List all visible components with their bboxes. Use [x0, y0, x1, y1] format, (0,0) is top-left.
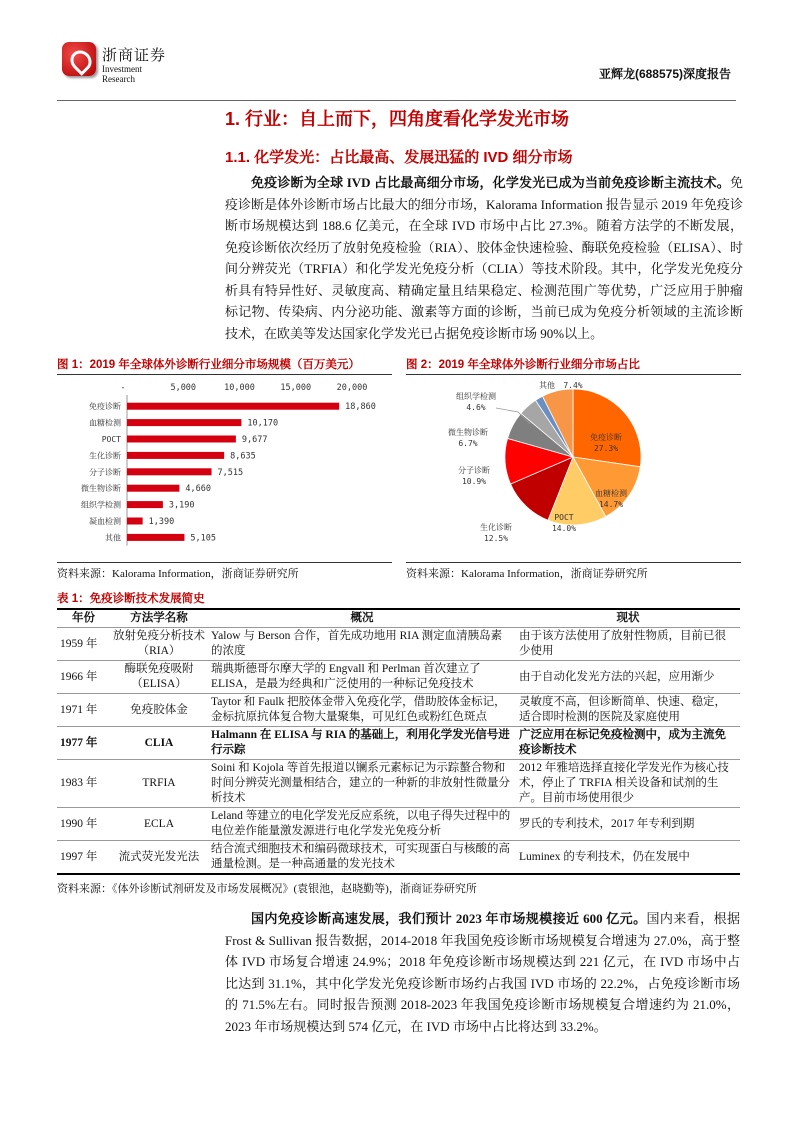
cell-method: CLIA [110, 727, 208, 760]
cell-status: 罗氏的专利技术，2017 年专利到期 [516, 808, 740, 841]
value-label: 18,860 [345, 402, 376, 413]
value-label: 5,105 [190, 533, 217, 544]
bar [127, 518, 143, 525]
slice-percent: 14.0% [551, 524, 577, 533]
cell-status: 灵敏度不高，但诊断简单、快速、稳定，适合即时检测的医院及家庭使用 [516, 694, 740, 727]
table-row [57, 661, 740, 694]
subsection-heading: 1.1. 化学发光：占比最高、发展迅猛的 IVD 细分市场 [225, 149, 573, 166]
slice-percent: 7.4% [563, 381, 583, 390]
x-tick-label: - [120, 383, 126, 393]
report-title: 亚辉龙(688575)深度报告 [598, 67, 731, 81]
value-label: 8,635 [230, 451, 256, 462]
table-row [57, 694, 740, 727]
figure-2-source: 资料来源：Kalorama Information，浙商证券研究所 [406, 568, 648, 580]
logo-text-cn: 浙商证券 [102, 46, 167, 64]
x-tick-label: 5,000 [170, 383, 197, 393]
bar [127, 419, 241, 426]
figure-divider [406, 562, 741, 563]
column-header: 年份 [57, 610, 110, 628]
cell-year: 1990 年 [57, 808, 110, 841]
figure-1-title: 图 1：2019 年全球体外诊断行业细分市场规模（百万美元） [57, 359, 360, 371]
bar-chart [57, 378, 392, 558]
bar [127, 534, 184, 541]
paragraph-2 [225, 908, 740, 1037]
slice-percent: 27.3% [593, 444, 619, 453]
cell-status: 由于该方法使用了放射性物质，目前已很少使用 [516, 628, 740, 661]
section-heading: 1. 行业：自上而下，四角度看化学发光市场 [225, 109, 570, 129]
cell-overview: 瑞典斯德哥尔摩大学的 Engvall 和 Perlman 首次建立了 ELISA，是最为经典和广泛使用的一种标记免疫技术 [208, 661, 516, 694]
table-row [57, 841, 740, 875]
cell-year: 1966 年 [57, 661, 110, 694]
cell-method: ECLA [110, 808, 208, 841]
figure-1-source: 资料来源：Kalorama Information，浙商证券研究所 [57, 568, 299, 580]
value-label: 7,515 [217, 467, 244, 478]
table-row [57, 760, 740, 808]
slice-label: POCT [554, 513, 574, 522]
x-tick-label: 10,000 [224, 383, 255, 393]
logo-text-en: Investment Research [102, 64, 142, 84]
paragraph-body: 免疫诊断是体外诊断市场占比最大的细分市场，Kalorama Information 报告显示 2019 年免疫诊断市场规模达到 188.6 亿美元，在全球 IVD 市场中占比 27.3%。随着方法学的不断发展，免疫诊断依次经历了放射免疫检验（RIA）、胶体金快速检验、酶联免疫检验（ELISA）、时间分辨荧光（TRFIA）和化学发光免疫分析（CLIA）等技术阶段。其中，化学发光免疫分析具有特异性好、灵敏度高、精确定量且结果稳定、检测范围广等优势，广泛应用于肿瘤标记物、传染病、内分泌功能、激素等方面的诊断，当前已成为免疫分析领域的主流诊断技术，在欧美等发达国家化学发光已占据免疫诊断市场 90%以上。 [225, 175, 743, 341]
cell-method: TRFIA [110, 760, 208, 808]
table-row [57, 727, 740, 760]
column-header: 方法学名称 [110, 610, 208, 628]
category-label: 凝血检测 [89, 517, 121, 526]
header-divider [57, 100, 736, 101]
value-label: 9,677 [241, 435, 268, 445]
paragraph-lead: 免疫诊断为全球 IVD 占比最高细分市场，化学发光已成为当前免疫诊断主流技术。 [251, 175, 730, 190]
category-label: 生化诊断 [89, 451, 121, 461]
pie-slice [573, 389, 641, 467]
category-label: 组织学检测 [81, 500, 121, 510]
slice-label: 血糖检测 [595, 489, 627, 498]
cell-year: 1959 年 [57, 628, 110, 661]
cell-status: 由于自动化发光方法的兴起，应用渐少 [516, 661, 740, 694]
category-label: 免疫诊断 [89, 402, 121, 412]
slice-label: 微生物诊断 [448, 428, 488, 437]
bar [127, 403, 339, 410]
cell-overview: Leland 等建立的电化学发光反应系统，以电子得失过程中的电位差作能量激发源进行电化学发光免疫分析 [208, 808, 516, 841]
cell-status: 2012 年雅培选择直接化学发光作为核心技术，停止了 TRFIA 相关设备和试剂的生产。目前市场使用很少 [516, 760, 740, 808]
bar [127, 485, 179, 492]
cell-overview: Halmann 在 ELISA 与 RIA 的基础上，利用化学发光信号进行示踪 [208, 727, 516, 760]
x-tick-label: 15,000 [280, 383, 312, 393]
cell-method: 免疫胶体金 [110, 694, 208, 727]
cell-overview: Taytor 和 Faulk 把胶体金带入免疫化学，借助胶体金标记，金标抗原抗体复合物大量聚集，可见红色或粉红色斑点 [208, 694, 516, 727]
x-tick-label: 20,000 [336, 383, 368, 393]
cell-method: 流式荧光发光法 [110, 841, 208, 875]
value-label: 4,660 [185, 484, 212, 495]
pie-chart [406, 378, 741, 558]
bar [127, 501, 163, 508]
slice-percent: 12.5% [483, 534, 509, 543]
category-label: 其他 [105, 533, 121, 543]
cell-year: 1983 年 [57, 760, 110, 808]
cell-overview: 结合流式细胞技术和编码微球技术，可实现蛋白与核酸的高通量检测。是一种高通量的发光技术 [208, 841, 516, 875]
figure-2-title: 图 2：2019 年全球体外诊断行业细分市场占比 [406, 359, 640, 371]
company-logo [62, 42, 177, 84]
figure-divider [57, 562, 392, 563]
logo-mark-icon [62, 42, 96, 76]
category-label: 血糖检测 [89, 418, 121, 428]
table-source: 资料来源：《体外诊断试剂研发及市场发展概况》(袁银池，赵晓勤等)，浙商证券研究所 [57, 883, 477, 895]
table-header-row [57, 610, 740, 628]
column-header: 现状 [516, 610, 740, 628]
category-label: 微生物诊断 [81, 484, 121, 494]
cell-overview: Yalow 与 Berson 合作，首先成功地用 RIA 测定血清胰岛素的浓度 [208, 628, 516, 661]
slice-label: 分子诊断 [458, 466, 490, 475]
figure-divider [406, 374, 741, 375]
bar [127, 436, 236, 443]
bar [127, 468, 212, 475]
paragraph-1 [225, 172, 743, 344]
paragraph-lead: 国内免疫诊断高速发展，我们预计 2023 年市场规模接近 600 亿元。 [251, 911, 647, 926]
cell-overview: Soini 和 Kojola 等首先报道以镧系元素标记为示踪螯合物和时间分辨荧光测量相结合，建立的一种新的非放射性微量分析技术 [208, 760, 516, 808]
slice-label: 生化诊断 [480, 523, 512, 532]
cell-year: 1971 年 [57, 694, 110, 727]
slice-percent: 4.6% [466, 403, 486, 412]
table-section [57, 590, 740, 1037]
bar [127, 452, 224, 459]
slice-percent: 6.7% [458, 439, 478, 448]
category-label: 分子诊断 [89, 467, 121, 477]
slice-percent: 14.7% [598, 500, 624, 509]
figure-divider [57, 374, 392, 375]
cell-method: 酶联免疫吸附（ELISA） [110, 661, 208, 694]
slice-label: 组织学检测 [456, 392, 496, 401]
category-label: POCT [101, 435, 121, 444]
cell-status: Luminex 的专利技术，仍在发展中 [516, 841, 740, 875]
table-row [57, 808, 740, 841]
cell-year: 1997 年 [57, 841, 110, 875]
cell-year: 1977 年 [57, 727, 110, 760]
slice-label: 其他 [539, 381, 555, 390]
cell-status: 广泛应用在标记免疫检测中，成为主流免疫诊断技术 [516, 727, 740, 760]
slice-label: 免疫诊断 [590, 433, 622, 442]
history-table [57, 610, 740, 875]
value-label: 10,170 [247, 418, 279, 429]
paragraph-body: 国内来看，根据 Frost & Sullivan 报告数据，2014-2018 年我国免疫诊断市场规模复合增速为 27.0%，高于整体 IVD 市场复合增速 24.9%；2018 年免疫诊断市场规模达到 221 亿元，在 IVD 市场中占比达到 31.1%，其中化学发光免疫诊断市场约占我国 IVD 市场的 22.2%，占免疫诊断市场的 71.5%左右。同时报告预测 2018-2023 年我国免疫诊断市场规模复合增速约为 21.0%，2023 年市场规模达到 574 亿元，在 IVD 市场中占比将达到 33.2%。 [225, 911, 740, 1034]
value-label: 1,390 [148, 517, 175, 527]
slice-percent: 10.9% [461, 477, 487, 486]
value-label: 3,190 [168, 500, 195, 511]
column-header: 概况 [208, 610, 516, 628]
cell-method: 放射免疫分析技术（RIA） [110, 628, 208, 661]
table-row [57, 628, 740, 661]
table-title: 表 1：免疫诊断技术发展简史 [57, 593, 205, 605]
